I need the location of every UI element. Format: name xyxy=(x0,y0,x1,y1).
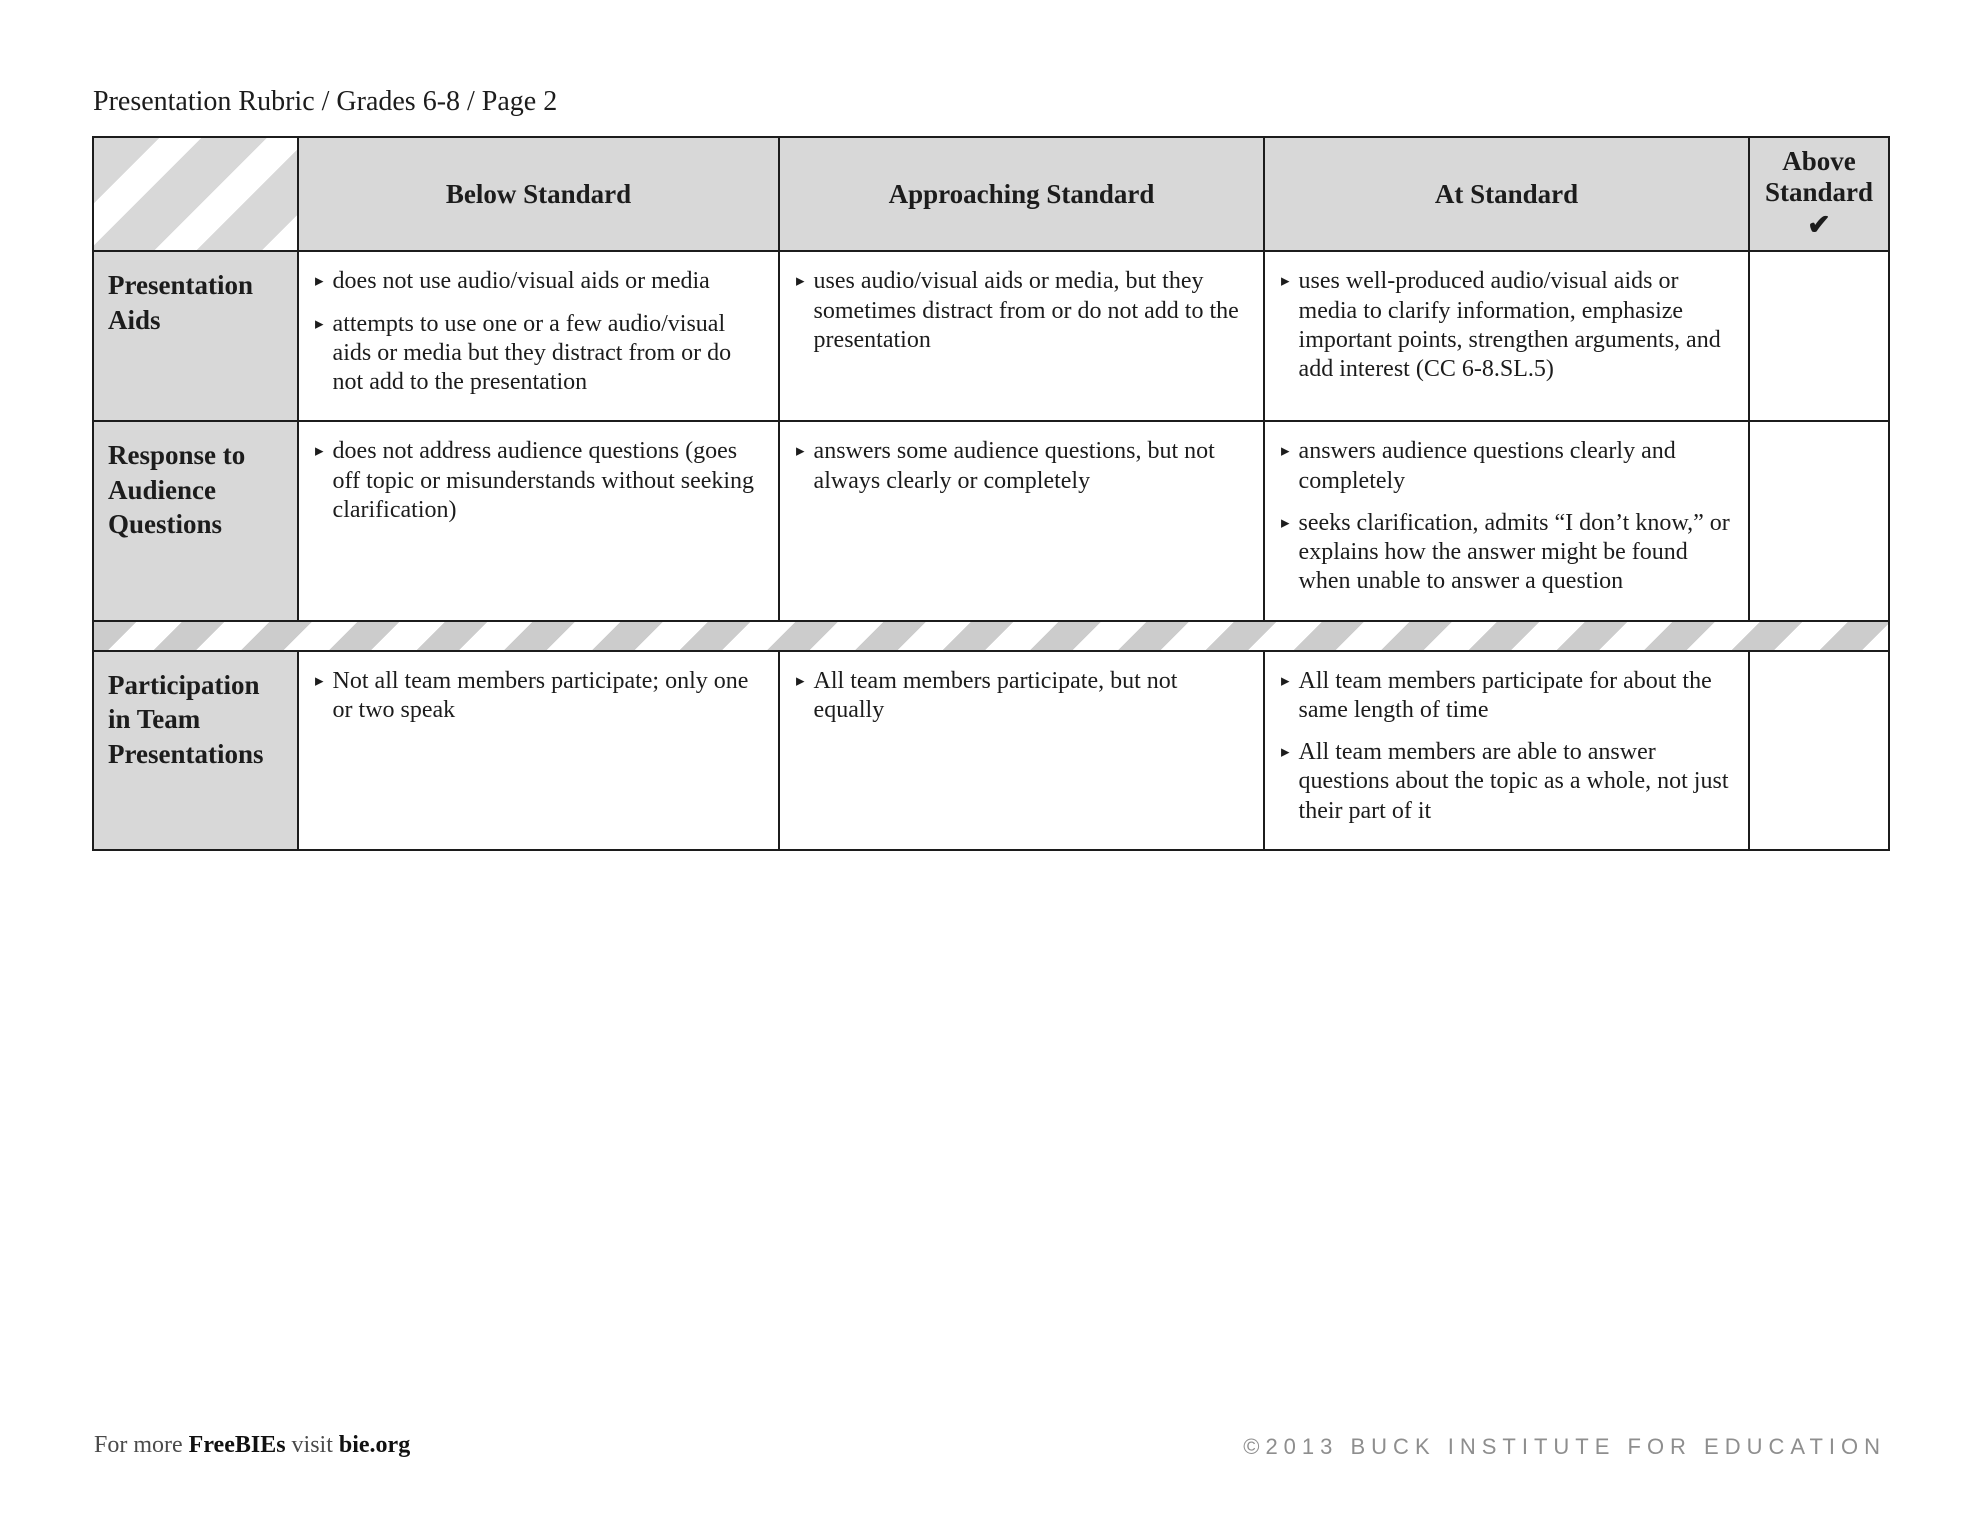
row-label-text: Presentation Aids xyxy=(108,270,253,335)
bullet-text: attempts to use one or a few audio/visual aids or media but they distract from or do not add to the presentation xyxy=(332,310,732,396)
column-header-label: Below Standard xyxy=(445,178,632,209)
column-header-label: Approaching Standard xyxy=(888,178,1155,209)
column-header-label: At Standard xyxy=(1434,178,1579,209)
footer-freebies-label: FreeBIEs xyxy=(188,1432,286,1458)
footer-copyright: ©2013 BUCK INSTITUTE FOR EDUCATION xyxy=(1243,1434,1886,1459)
bullet-text: answers some audience questions, but not always clearly or completely xyxy=(813,438,1215,494)
bullet-icon: ▸ xyxy=(1281,512,1290,532)
bullet-text: does not address audience questions (goes off topic or misunderstands without seeking clarification) xyxy=(332,438,755,523)
corner-stripe-cell xyxy=(93,137,298,251)
column-header-at-standard xyxy=(1264,137,1749,251)
bullet-text: All team members are able to answer questions about the topic as a whole, not just their part of it xyxy=(1298,739,1729,824)
footer-bie-org-link[interactable]: bie.org xyxy=(338,1432,411,1458)
bullet-icon: ▸ xyxy=(1281,441,1290,461)
bullet-text: answers audience questions clearly and completely xyxy=(1298,438,1676,494)
cell-response-at xyxy=(1264,421,1749,620)
bullet-icon: ▸ xyxy=(1281,670,1290,690)
cell-presentation-aids-below xyxy=(298,251,779,421)
bullet-item xyxy=(796,437,1245,496)
bullet-text: uses audio/visual aids or media, but they sometimes distract from or do not add to the presentation xyxy=(813,268,1239,353)
rubric-row-participation-in-team-presentations xyxy=(93,651,1889,850)
cell-presentation-aids-approaching xyxy=(779,251,1264,421)
cell-participation-approaching xyxy=(779,651,1264,850)
cell-response-above xyxy=(1749,421,1889,620)
bullet-text: All team members participate for about the same length of time xyxy=(1298,667,1712,723)
rubric-row-response-to-audience-questions xyxy=(93,421,1889,620)
bullet-item xyxy=(315,437,760,525)
cell-response-approaching xyxy=(779,421,1264,620)
bullet-icon: ▸ xyxy=(315,670,324,690)
bullet-text: seeks clarification, admits “I don’t know,” or explains how the answer might be found when unable to answer a question xyxy=(1298,509,1730,595)
header-row xyxy=(93,137,1889,251)
column-header-approaching-standard xyxy=(779,137,1264,251)
bullet-text: All team members participate, but not equally xyxy=(813,667,1178,723)
column-header-below-standard xyxy=(298,137,779,251)
cell-participation-below xyxy=(298,651,779,850)
cell-response-below xyxy=(298,421,779,620)
bullet-item xyxy=(1281,738,1730,826)
footer-freebies-note xyxy=(94,1432,410,1459)
row-label-presentation-aids xyxy=(93,251,298,421)
bullet-icon: ▸ xyxy=(796,271,805,291)
stripe-divider-row xyxy=(93,621,1889,651)
cell-participation-at xyxy=(1264,651,1749,850)
footer-text-prefix: For more xyxy=(94,1432,189,1458)
stripe-divider-band xyxy=(93,621,1889,651)
cell-presentation-aids-above xyxy=(1749,251,1889,421)
bullet-icon: ▸ xyxy=(796,441,805,461)
column-header-above-standard xyxy=(1749,137,1889,251)
bullet-item xyxy=(1281,437,1730,496)
row-label-text: Response to Audience Questions xyxy=(108,440,246,540)
bullet-text: uses well-produced audio/visual aids or media to clarify information, emphasize important points, strengthen arguments, and add interest (CC 6-8.SL.5) xyxy=(1298,268,1721,383)
bullet-icon: ▸ xyxy=(1281,742,1290,762)
cell-participation-above xyxy=(1749,651,1889,850)
bullet-item xyxy=(315,667,760,726)
footer-text-mid: visit xyxy=(285,1432,339,1458)
bullet-icon: ▸ xyxy=(796,670,805,690)
checkmark-icon: ✔ xyxy=(1807,210,1831,242)
bullet-item xyxy=(315,267,760,296)
bullet-item xyxy=(796,267,1245,355)
bullet-text: Not all team members participate; only one or two speak xyxy=(332,667,749,723)
bullet-item xyxy=(315,310,760,398)
rubric-table xyxy=(92,136,1890,851)
rubric-row-presentation-aids xyxy=(93,251,1889,421)
bullet-item xyxy=(796,667,1245,726)
bullet-icon: ▸ xyxy=(1281,271,1290,291)
row-label-text: Participation in Team Presentations xyxy=(108,669,264,769)
bullet-icon: ▸ xyxy=(315,313,324,333)
row-label-participation-in-team-presentations xyxy=(93,651,298,850)
bullet-icon: ▸ xyxy=(315,441,324,461)
bullet-text: does not use audio/visual aids or media xyxy=(332,268,710,295)
column-header-label: Above Standard xyxy=(1764,146,1874,208)
row-label-response-to-audience-questions xyxy=(93,421,298,620)
bullet-item xyxy=(1281,509,1730,597)
bullet-icon: ▸ xyxy=(315,271,324,291)
page-title: Presentation Rubric / Grades 6-8 / Page 2 xyxy=(93,86,558,117)
bullet-item xyxy=(1281,667,1730,726)
bullet-item xyxy=(1281,267,1730,384)
cell-presentation-aids-at xyxy=(1264,251,1749,421)
